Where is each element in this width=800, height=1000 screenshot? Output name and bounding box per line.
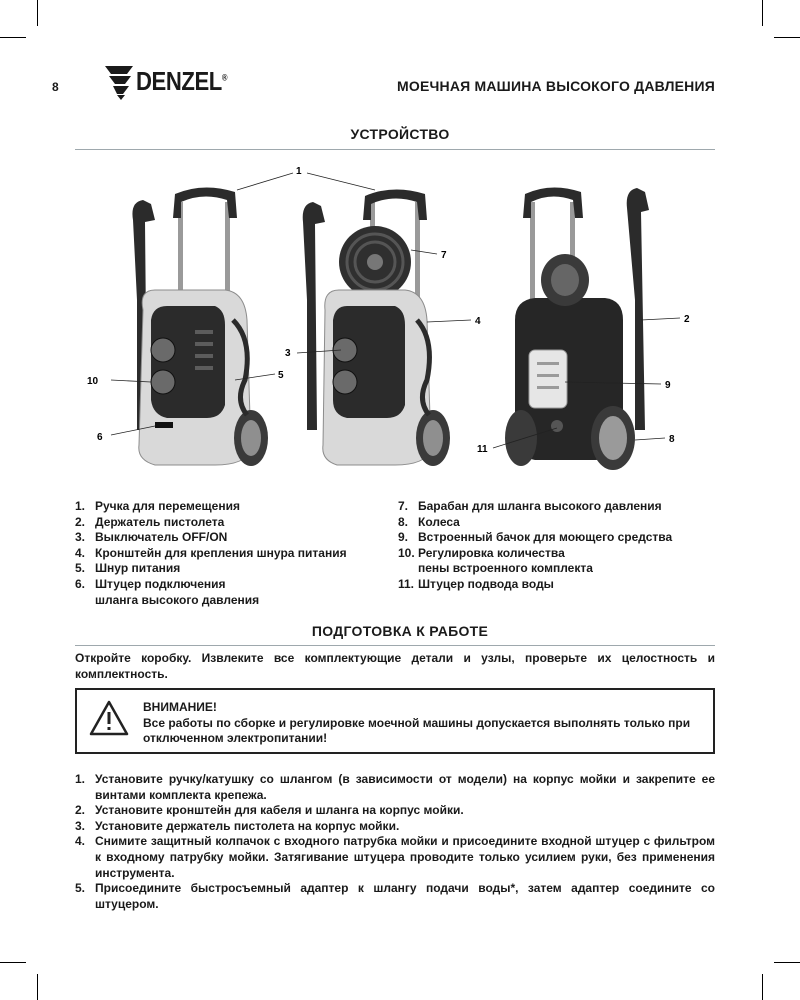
- legend-item: 8. Колеса: [398, 514, 460, 529]
- legend-item-continuation: пены встроенного комплекта: [418, 561, 593, 576]
- callout-5: 5: [278, 370, 284, 381]
- crop-mark: [37, 974, 38, 1000]
- device-illustration: [75, 160, 715, 490]
- legend-item: 11. Штуцер подвода воды: [398, 576, 554, 591]
- callout-3: 3: [285, 348, 291, 359]
- warning-triangle-icon: [89, 700, 129, 736]
- warning-title: ВНИМАНИЕ!: [143, 700, 217, 714]
- step-item: 1. Установите ручку/катушку со шлангом (в зависимости от модели) на корпус мойки и закрепите ее винтами комплекта крепежа.: [75, 772, 715, 802]
- legend-left: [75, 499, 395, 608]
- callout-4: 4: [475, 316, 481, 327]
- callout-8: 8: [669, 434, 675, 445]
- step-item: 5. Присоедините быстросъемный адаптер к шлангу подачи воды*, затем адаптер соедините со штуцером.: [75, 881, 715, 911]
- step-item: 3. Установите держатель пистолета на корпус мойки.: [75, 818, 400, 833]
- warning-text: [143, 700, 703, 747]
- callout-7: 7: [441, 250, 447, 261]
- legend-item: 2. Держатель пистолета: [75, 514, 225, 529]
- legend-item: 4. Кронштейн для крепления шнура питания: [75, 545, 347, 560]
- callout-1: 1: [296, 166, 302, 177]
- warning-box: [75, 688, 715, 754]
- page-number: 8: [52, 80, 59, 94]
- legend-item: 7. Барабан для шланга высокого давления: [398, 499, 662, 513]
- callout-10: 10: [87, 376, 99, 387]
- callout-2: 2: [684, 314, 690, 325]
- legend-item: 9. Встроенный бачок для моющего средства: [398, 530, 673, 545]
- legend-item: 10. Регулировка количества: [398, 545, 565, 560]
- legend-item: 6. Штуцер подключения: [75, 576, 226, 591]
- callout-6: 6: [97, 432, 103, 443]
- warning-body: Все работы по сборке и регулировке моечной машины допускается выполнять только при отключенном электропитании!: [143, 715, 691, 745]
- assembly-steps: [75, 772, 715, 912]
- section-title-preparation: ПОДГОТОВКА К РАБОТЕ: [311, 623, 489, 639]
- crop-mark: [774, 962, 800, 963]
- brand-name: DENZEL®: [136, 66, 228, 96]
- legend-right: [398, 499, 718, 593]
- step-item: 4. Снимите защитный колпачок с входного патрубка мойки и присоедините входной штуцер с фильтром к входному патрубку мойки. Затягивание штуцера проводите только усилием руки, без применения инструмента.: [75, 834, 715, 880]
- legend-item: 3. Выключатель OFF/ON: [75, 530, 228, 545]
- step-item: 2. Установите кронштейн для кабеля и шланга на корпус мойки.: [75, 803, 464, 818]
- crop-mark: [774, 37, 800, 38]
- washer-front-view: [132, 187, 268, 466]
- section-rule: [75, 645, 715, 646]
- intro-paragraph: Откройте коробку. Извлеките все комплектующие детали и узлы, проверьте их целостность и комплектность.: [75, 651, 715, 681]
- legend-item: 5. Шнур питания: [75, 561, 181, 576]
- crop-mark: [762, 974, 763, 1000]
- crop-mark: [762, 0, 763, 26]
- crop-mark: [37, 0, 38, 26]
- washer-rear-view: [505, 187, 649, 470]
- washer-reel-view: [303, 189, 450, 466]
- crop-mark: [0, 962, 26, 963]
- callout-11: 11: [477, 444, 488, 455]
- legend-item: 1. Ручка для перемещения: [75, 499, 240, 513]
- section-rule: [75, 149, 715, 150]
- callout-9: 9: [665, 380, 671, 391]
- legend-item-continuation: шланга высокого давления: [95, 592, 260, 607]
- section-title-device: УСТРОЙСТВО: [350, 126, 450, 142]
- header-title: МОЕЧНАЯ МАШИНА ВЫСОКОГО ДАВЛЕНИЯ: [397, 78, 715, 94]
- crop-mark: [0, 37, 26, 38]
